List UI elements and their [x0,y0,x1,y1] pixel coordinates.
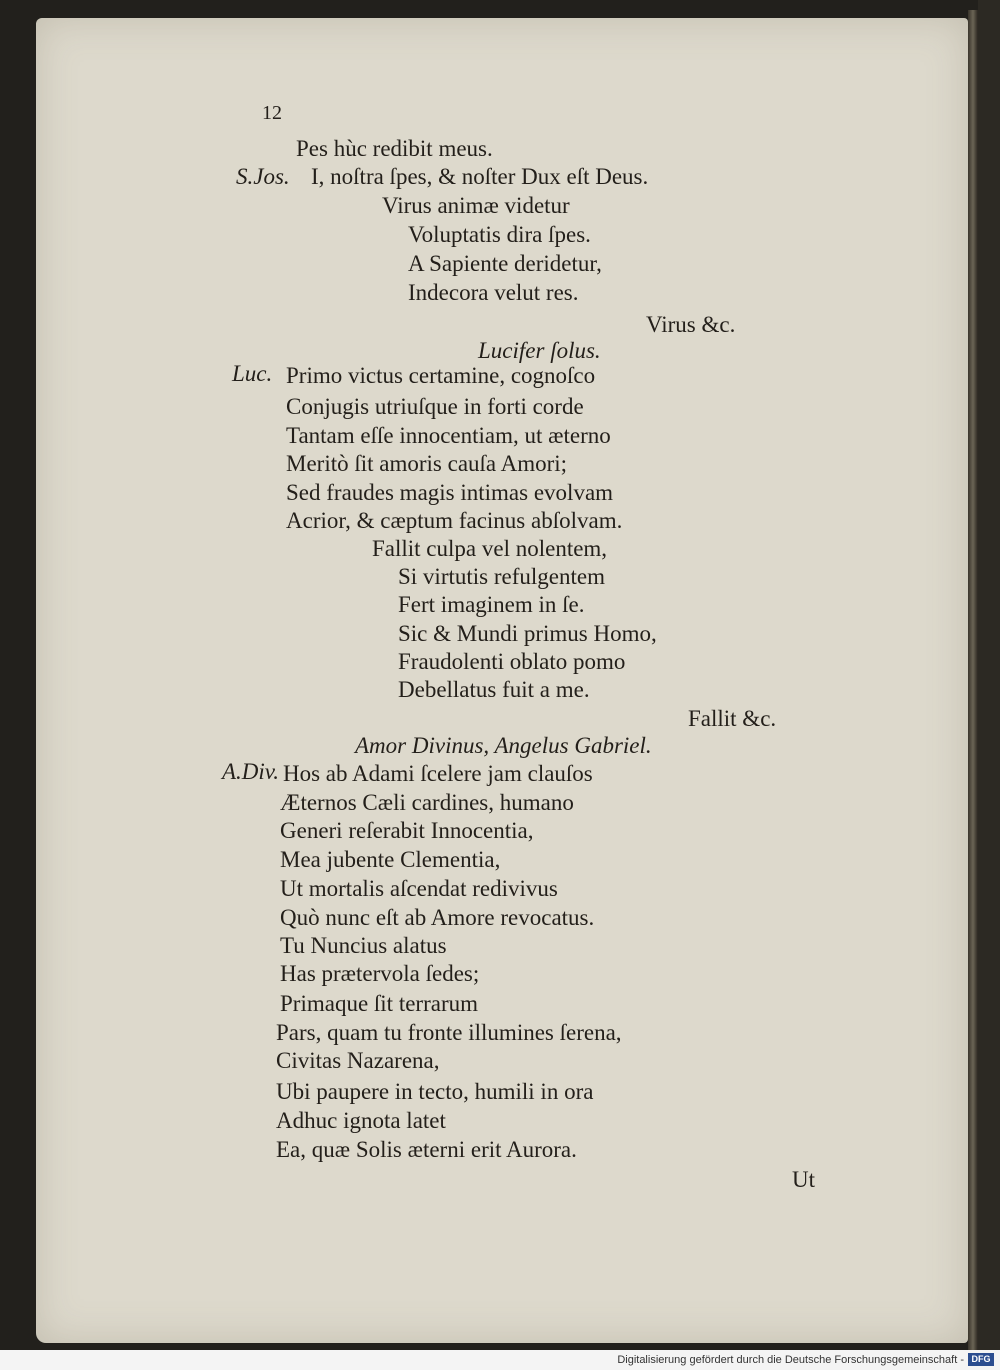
text-line: A Sapiente deridetur, [408,251,602,276]
footer-bar [0,1350,1000,1370]
text-line: Conjugis utriuſque in forti corde [286,394,584,419]
text-line: Mea jubente Clementia, [280,847,501,872]
dfg-logo: DFG [968,1353,994,1366]
speaker-label: A.Div. [222,759,280,784]
page-number: 12 [262,102,282,124]
text-line: Meritò ſit amoris cauſa Amori; [286,451,568,476]
text-line: Adhuc ignota latet [276,1108,446,1133]
page-fold [968,10,978,1350]
text-line: Civitas Nazarena, [276,1048,440,1073]
footer-credit: Digitalisierung gefördert durch die Deutsche Forschungsgemeinschaft - [617,1354,964,1366]
text-line: Quò nunc eſt ab Amore revocatus. [280,905,595,930]
text-line: Si virtutis refulgentem [398,564,605,589]
text-line: Primo victus certamine, cognoſco [286,363,596,388]
text-line: Indecora velut res. [408,280,579,305]
text-line: Fallit culpa vel nolentem, [372,536,608,561]
speaker-label: Luc. [232,361,273,386]
speaker-label: S.Jos. [236,164,290,189]
book-edge [978,0,1000,1350]
text-line: Fert imaginem in ſe. [398,592,585,617]
text-line: Generi reſerabit Innocentia, [280,818,534,843]
text-line: Ut mortalis aſcendat redivivus [280,876,558,901]
text-line: Virus animæ videtur [382,193,570,218]
text-line: Sic & Mundi primus Homo, [398,621,657,646]
catchword: Ut [792,1167,815,1192]
text-line: Tantam eſſe innocentiam, ut æterno [286,423,611,448]
text-line: Ea, quæ Solis æterni erit Aurora. [276,1137,577,1162]
text-line: Sed fraudes magis intimas evolvam [286,480,614,505]
text-line: I, noſtra ſpes, & noſter Dux eſt Deus. [311,164,649,189]
text-line: Tu Nuncius alatus [280,933,447,958]
text-line: Voluptatis dira ſpes. [408,222,591,247]
text-line: Hos ab Adami ſcelere jam clauſos [283,761,593,786]
text-line: Æternos Cæli cardines, humano [280,790,574,815]
stage-direction: Amor Divinus, Angelus Gabriel. [355,733,652,758]
text-line: Primaque ſit terrarum [280,991,478,1016]
text-line: Acrior, & cæptum facinus abſolvam. [286,508,623,533]
text-line: Fraudolenti oblato pomo [398,649,626,674]
text-line: Pes hùc redibit meus. [296,136,493,161]
text-line: Ubi paupere in tecto, humili in ora [276,1079,594,1104]
stage-direction: Lucifer ſolus. [478,338,601,363]
refrain-marker: Fallit &c. [688,706,777,731]
text-line: Pars, quam tu fronte illumines ſerena, [276,1020,622,1045]
refrain-marker: Virus &c. [646,312,736,337]
text-line: Debellatus fuit a me. [398,677,590,702]
text-line: Has prætervola ſedes; [280,961,480,986]
